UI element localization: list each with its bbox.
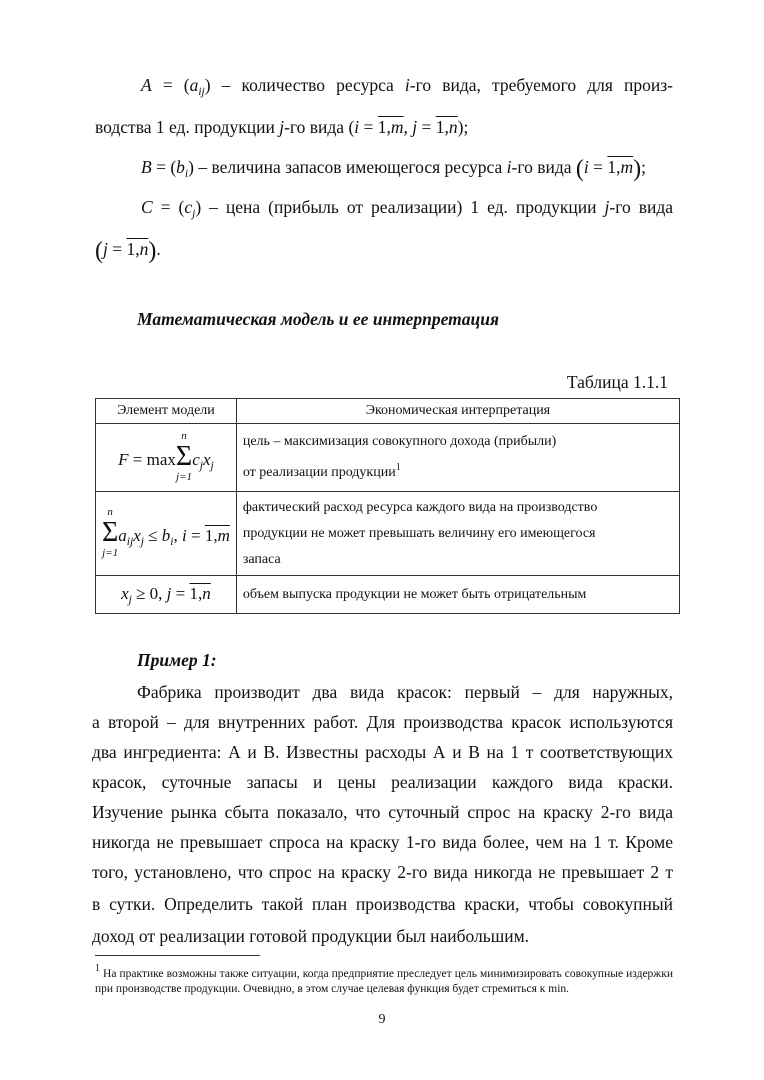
example-line: красок, суточные запасы и цены реализации каждого вида краски. [92,772,673,792]
table-row [96,576,680,614]
def-a-line1: $A = (a_{ij})$ – количество ресурса i-го вида, требуемого для произ- [141,75,673,98]
formula-constraint-resource: Σ n j=1 $a_{ij}x_j \le b_i$, i = 1,m [96,492,237,576]
formula-a: $A = (a_{ij})$ [141,75,211,98]
table-row [96,492,680,576]
footnote-divider [95,955,260,956]
def-c-range: (j = 1,n). [95,238,161,264]
interpretation-nonnegativity: объем выпуска продукции не может быть отрицательным [236,576,679,614]
model-table [95,398,680,614]
footnote [95,962,673,996]
table-row [96,424,680,492]
def-b-line: $B = (b_i)$ – величина запасов имеющегося ресурса i-го вида (i = 1,m); [141,156,647,182]
example-line: Фабрика производит два вида красок: первый – для наружных, [137,682,673,702]
interpretation-resource: фактический расход ресурса каждого вида на производство продукции не может превышать величину его имеющегося запаса [236,492,679,576]
table-caption: Таблица 1.1.1 [566,372,668,392]
example-line: в сутки. Определить такой план производства краски, чтобы совокупный [92,894,673,914]
example-line: Изучение рынка сбыта показало, что суточный спрос на краску 2-го вида [92,802,673,822]
formula-nonnegativity: $x_j \ge 0$, j = 1,n [96,576,237,614]
def-a-line2: водства 1 ед. продукции j-го вида (i = 1,m, j = 1,n); [95,117,469,137]
example-line: никогда не превышает спроса на краску 1-го вида более, чем на 1 т. Кроме [92,832,673,852]
footnote-text: На практике возможны также ситуации, когда предприятие преследует цель минимизировать совокупные издержки при производстве продукции. Очевидно, в этом случае целевая функция будет стремиться к min. [95,968,673,995]
table-header-element: Элемент модели [96,399,237,424]
example-line: а второй – для внутренних работ. Для производства красок используются [92,712,673,732]
formula-range-i: (i = 1,m); [575,156,647,182]
table-header-interpretation: Экономическая интерпретация [236,399,679,424]
example-line: того, установлено, что спрос на краску 2-го вида никогда не превышает 2 т [92,862,673,882]
section-heading: Математическая модель и ее интерпретация [137,309,500,329]
footnote-mark: 1 [95,963,100,974]
interpretation-objective: цель – максимизация совокупного дохода (прибыли) от реализации продукции$^1$ [236,424,679,492]
example-line: доход от реализации готовой продукции был наибольшим. [92,926,530,946]
formula-b: $B = (b_i)$ [141,157,194,180]
formula-c: $C = (c_j)$ [141,197,202,220]
example-line: два ингредиента: А и В. Известны расходы А и В на 1 т соответствующих [92,742,673,762]
formula-objective: F = maxΣ n j=1 $c_jx_j$ [96,424,237,492]
page-number: 9 [378,1012,386,1027]
example-title: Пример 1: [137,650,217,670]
formula-range-ij: (i = 1,m, j = 1,n); [348,117,469,137]
table-header-row [96,399,680,424]
footnote-ref: 1 [395,462,401,473]
def-c-line: $C = (c_j)$ – цена (прибыль от реализации) 1 ед. продукции j-го вида [141,197,674,220]
